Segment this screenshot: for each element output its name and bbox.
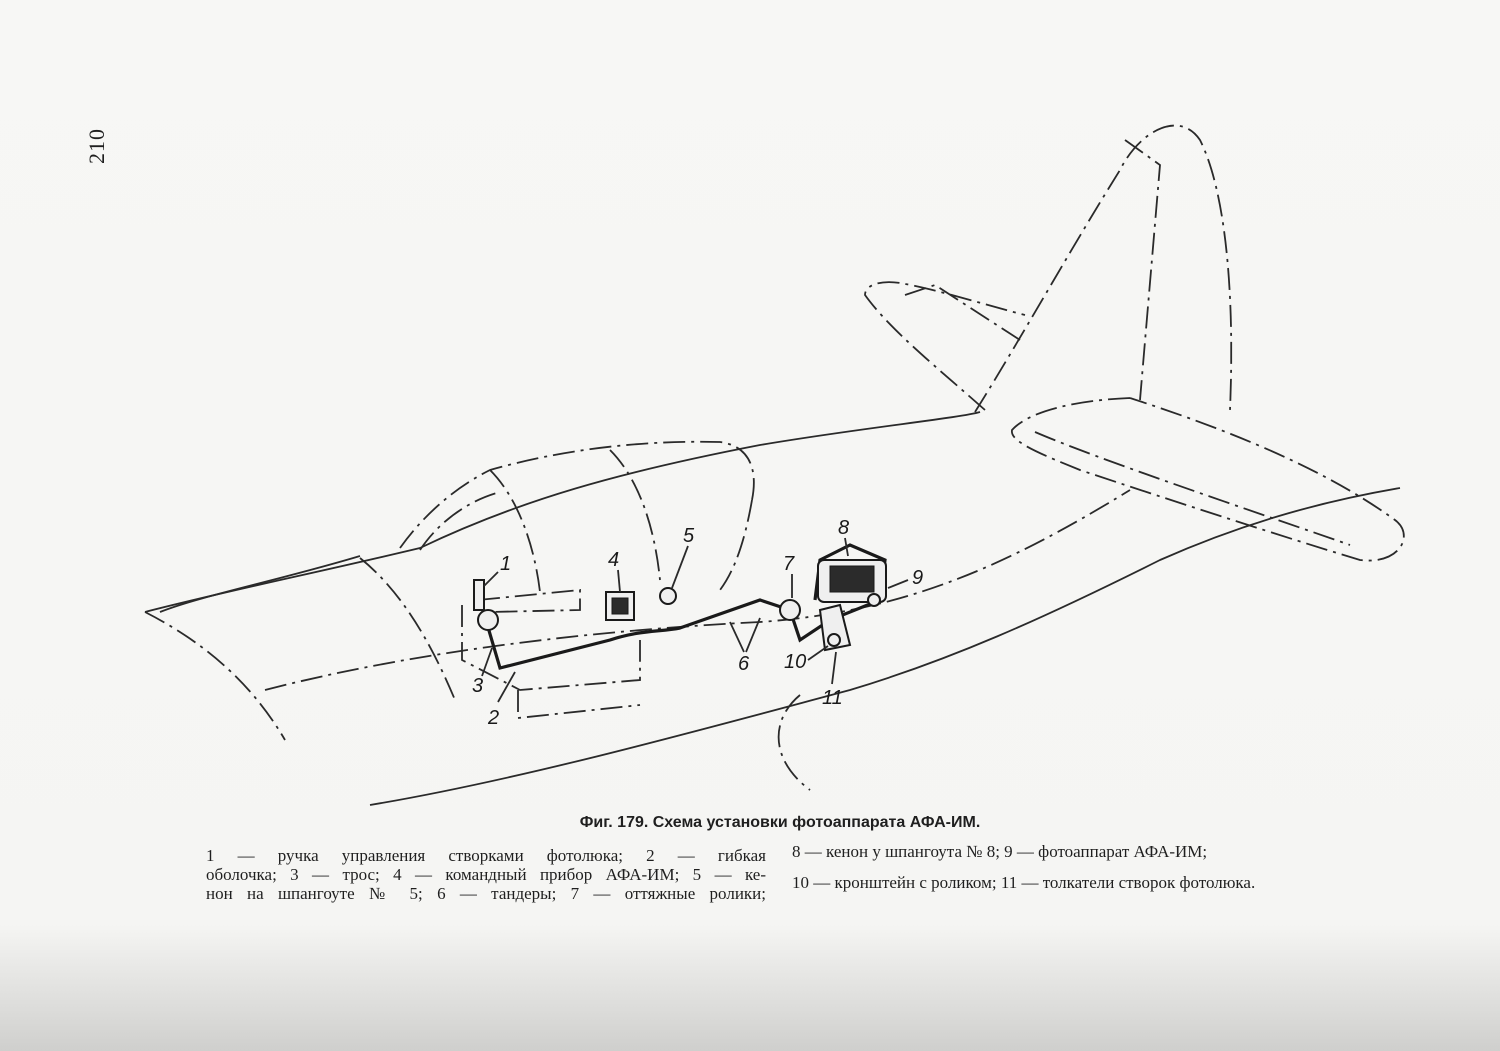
canopy-windscreen: [420, 492, 500, 550]
callout-8: 8: [838, 517, 850, 539]
elevator-right: [1035, 432, 1350, 545]
callout-1: 1: [500, 553, 512, 575]
cockpit-lower-box: [518, 690, 640, 718]
page-number: 210: [84, 128, 109, 164]
legend-line: 10 — кронштейн с роликом; 11 — толкатели створок фотолюка.: [792, 873, 1256, 892]
leader-10: [808, 646, 828, 660]
fuselage-upper-edge: [160, 556, 360, 612]
leader-1: [484, 572, 498, 586]
leader-4: [618, 570, 620, 592]
cockpit-shelf: [478, 590, 580, 612]
callout-3: 3: [472, 675, 484, 697]
rudder-line: [1125, 140, 1160, 400]
pulley-frame-5: [660, 588, 676, 604]
legend-line: оболочка; 3 — трос; 4 — командный прибор АФА-ИМ; 5 — ке-: [206, 865, 766, 884]
camera-lens: [868, 594, 880, 606]
callout-10: 10: [784, 651, 807, 673]
door-control-handle: [474, 580, 484, 610]
legend-line: 1 — ручка управления створками фотолюка; 2 — гибкая: [206, 846, 766, 865]
belly-fairing: [779, 695, 810, 790]
callout-4: 4: [608, 549, 620, 571]
leader-3: [482, 648, 492, 676]
handle-base: [478, 610, 498, 630]
elevator-left: [905, 285, 1020, 340]
callout-9: 9: [912, 567, 924, 589]
bracket-roller: [828, 634, 840, 646]
callout-6: 6: [738, 653, 750, 675]
callout-2: 2: [488, 707, 500, 729]
leader-5: [672, 546, 688, 588]
canopy-rear: [720, 500, 752, 590]
callout-7: 7: [783, 553, 795, 575]
leader-6a: [730, 622, 744, 652]
callout-11: 11: [822, 687, 843, 709]
command-device-face: [612, 598, 628, 614]
legend-left-column: [206, 846, 766, 903]
camera-film-magazine: [830, 566, 874, 592]
legend-line: 8 — кенон у шпангоута № 8; 9 — фотоаппарат АФА-ИМ;: [792, 842, 1208, 861]
stabilizer-right: [1012, 398, 1404, 561]
leader-9: [888, 580, 908, 588]
callout-5: 5: [683, 525, 695, 547]
legend-line: нон на шпангоуте № 5; 6 — тандеры; 7 — оттяжные ролики;: [206, 884, 766, 903]
figure-caption-title: Фиг. 179. Схема установки фотоаппарата АФА-ИМ.: [579, 814, 981, 831]
fuselage-frame-front: [145, 612, 285, 740]
vertical-fin: [975, 126, 1231, 412]
fuselage-frame-2: [360, 558, 455, 700]
tension-pulley: [780, 600, 800, 620]
leader-11: [832, 652, 836, 684]
legend-right-column: [792, 842, 1352, 892]
fuselage-mid-line: [265, 490, 1130, 690]
stabilizer-left: [865, 282, 1025, 410]
fuselage-bottom-outline: [370, 488, 1400, 805]
